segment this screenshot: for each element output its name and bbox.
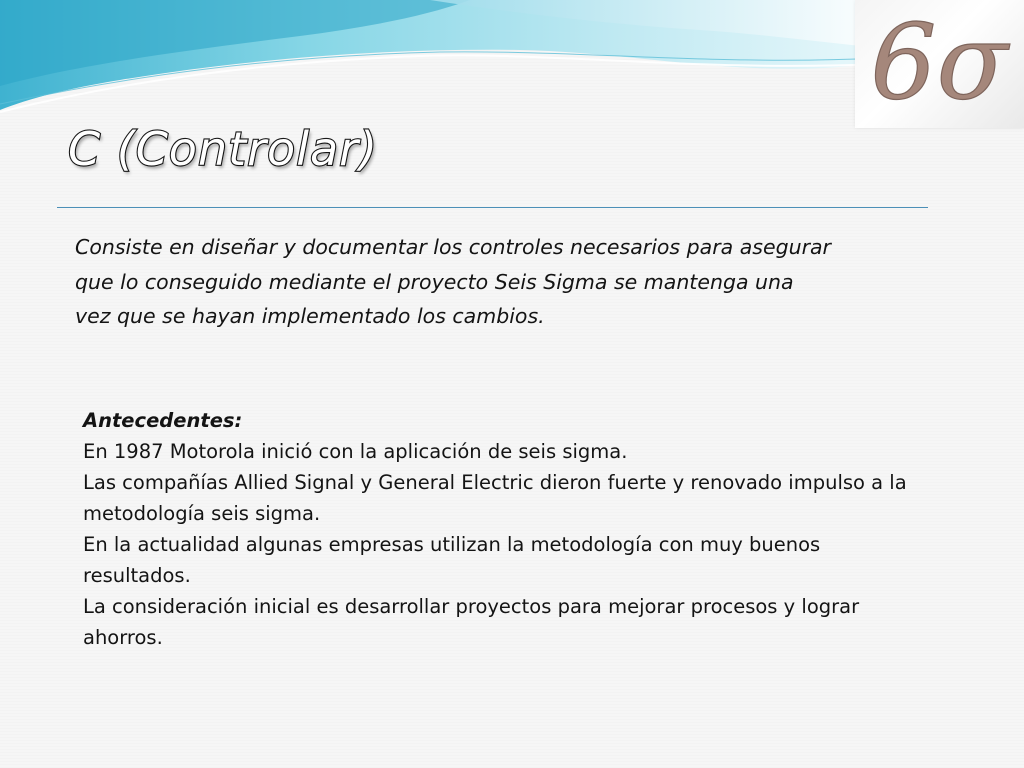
intro-paragraph: Consiste en diseñar y documentar los controles necesarios para asegurar que lo conseguido mediante el proyecto Seis Sigma se mantenga una vez que se hayan implementado los cambios.: [75, 235, 831, 328]
six-sigma-logo: [855, 0, 1024, 128]
section-line: La consideración inicial es desarrollar proyectos para mejorar procesos y lograr ahorros.: [83, 595, 860, 649]
slide-title: C (Controlar): [68, 122, 379, 176]
six-sigma-logo-icon: [855, 0, 1024, 128]
svg-text:6σ: 6σ: [870, 1, 1008, 123]
antecedentes-section: [83, 405, 913, 653]
section-heading: Antecedentes:: [83, 409, 243, 432]
section-line: Las compañías Allied Signal y General Electric dieron fuerte y renovado impulso a la metodología seis sigma.: [83, 471, 907, 525]
section-line: En 1987 Motorola inició con la aplicación de seis sigma.: [83, 440, 628, 463]
title-divider: [57, 207, 928, 208]
section-line: En la actualidad algunas empresas utilizan la metodología con muy buenos resultados.: [83, 533, 821, 587]
